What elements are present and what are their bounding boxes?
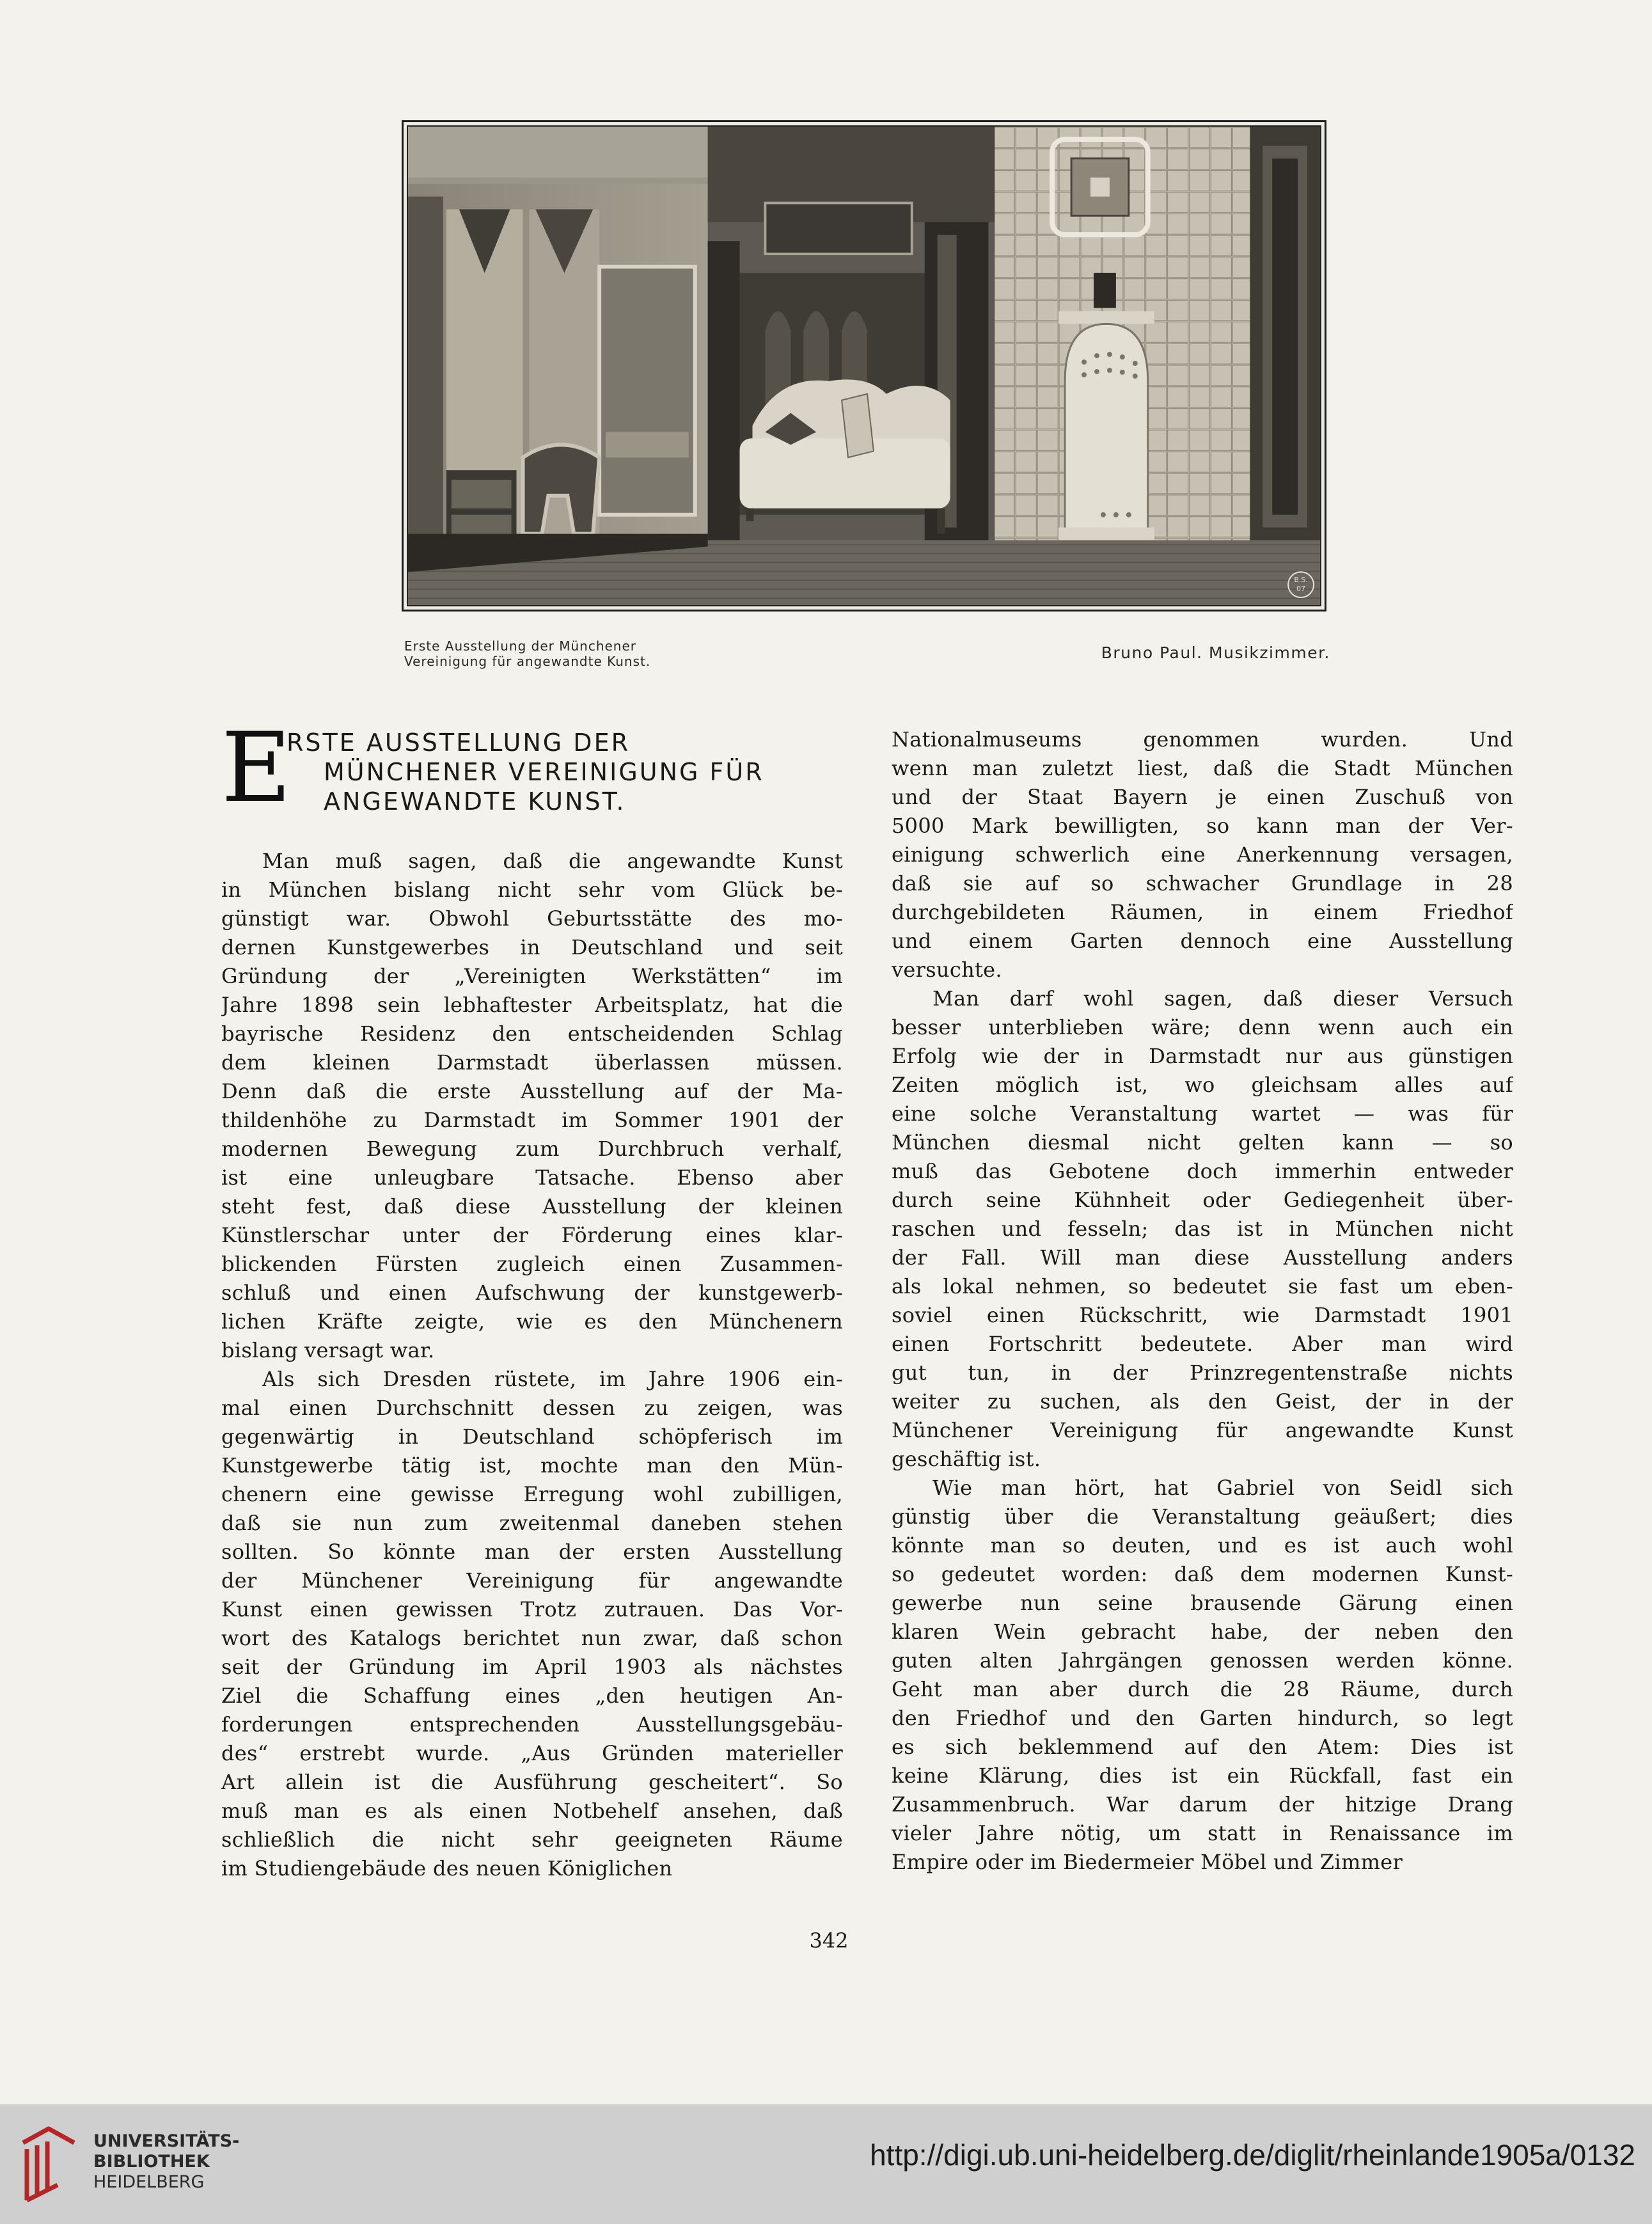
text-line: besser unterblieben wäre; denn wenn auch ein — [892, 1015, 1513, 1039]
music-room-illustration — [408, 127, 1320, 605]
text-line: dem kleinen Darmstadt überlassen müssen. — [221, 1050, 843, 1075]
text-line: den Friedhof und den Garten hindurch, so legt — [892, 1706, 1513, 1730]
caption-left-line1: Erste Ausstellung der Münchener — [404, 638, 637, 654]
text-line: eine solche Veranstaltung wartet — was für — [892, 1101, 1513, 1126]
text-line: der Münchener Vereinigung für angewandte — [221, 1568, 843, 1593]
text-line: durch seine Kühnheit oder Gediegenheit über- — [892, 1188, 1513, 1212]
text-line: bislang versagt war. — [221, 1338, 435, 1362]
interior-photograph — [407, 125, 1321, 606]
text-line: es sich beklemmend auf den Atem: Dies ist — [892, 1735, 1513, 1759]
text-line: Ziel die Schaffung eines „den heutigen An- — [221, 1684, 843, 1708]
caption-right: Bruno Paul. Musikzimmer. — [1101, 643, 1330, 662]
text-line: Man muß sagen, daß die angewandte Kunst — [262, 849, 843, 873]
text-line: keine Klärung, dies ist ein Rückfall, fast ein — [892, 1763, 1513, 1788]
text-line: Münchener Vereinigung für angewandte Kunst — [892, 1418, 1513, 1442]
text-line: gut tun, in der Prinzregentenstraße nichts — [892, 1360, 1513, 1385]
text-line: wort des Katalogs berichtet nun zwar, daß schon — [221, 1626, 843, 1650]
text-line: sollten. So könnte man der ersten Ausstellung — [221, 1540, 843, 1564]
text-line: chenern eine gewisse Erregung wohl zubilligen, — [221, 1482, 843, 1506]
photo-monogram-line2: 07 — [1296, 585, 1306, 594]
article-title-line3: ANGEWANDTE KUNST. — [324, 787, 626, 816]
library-logo-text — [93, 2131, 239, 2193]
text-line: guten alten Jahrgängen genossen werden könne. — [892, 1648, 1513, 1673]
text-line: daß sie nun zum zweitenmal daneben stehen — [221, 1511, 843, 1535]
text-line: und der Staat Bayern je einen Zuschuß von — [892, 785, 1513, 809]
text-line: gegenwärtig in Deutschland schöpferisch im — [221, 1424, 843, 1449]
text-line: blickenden Fürsten zugleich einen Zusammen- — [221, 1252, 843, 1276]
text-line: Man darf wohl sagen, daß dieser Versuch — [932, 986, 1513, 1011]
text-line: einen Fortschritt bedeutete. Aber man wird — [892, 1332, 1513, 1356]
text-line: gewerbe nun seine brausende Gärung einen — [892, 1591, 1513, 1615]
text-line: München diesmal nicht gelten kann — so — [892, 1130, 1513, 1155]
text-column-right — [892, 725, 1513, 1877]
text-line: soviel einen Rückschritt, wie Darmstadt 1901 — [892, 1303, 1513, 1327]
text-line: ist eine unleugbare Tatsache. Ebenso aber — [221, 1165, 843, 1190]
page-number: 342 — [809, 1928, 849, 1953]
text-line: muß das Gebotene doch immerhin entweder — [892, 1159, 1513, 1183]
photograph-frame — [402, 120, 1326, 611]
caption-left — [404, 638, 762, 669]
text-line: schluß und einen Aufschwung der kunstgewerb- — [221, 1281, 843, 1305]
text-line: durchgebildeten Räumen, in einem Friedhof — [892, 900, 1513, 924]
article-title-line2: MÜNCHENER VEREINIGUNG FÜR — [324, 758, 764, 786]
text-line: geschäftig ist. — [892, 1447, 1041, 1471]
text-line: dernen Kunstgewerbes in Deutschland und seit — [221, 935, 843, 959]
text-line: Erfolg wie der in Darmstadt nur aus günstigen — [892, 1044, 1513, 1068]
text-line: Empire oder im Biedermeier Möbel und Zimmer — [892, 1850, 1403, 1874]
drop-cap: E — [221, 713, 292, 824]
text-line: weiter zu suchen, als den Geist, der in der — [892, 1389, 1513, 1414]
text-line: Als sich Dresden rüstete, im Jahre 1906 ein- — [262, 1367, 843, 1391]
article-heading — [221, 713, 843, 847]
text-line: Zusammenbruch. War darum der hitzige Drang — [892, 1792, 1513, 1817]
text-line: forderungen entsprechenden Ausstellungsgebäu- — [221, 1712, 843, 1737]
text-line: der Fall. Will man diese Ausstellung anders — [892, 1245, 1513, 1270]
text-line: günstigt war. Obwohl Geburtsstätte des mo- — [221, 906, 843, 931]
text-line: steht fest, daß diese Ausstellung der kleinen — [221, 1194, 843, 1218]
text-line: schließlich die nicht sehr geeigneten Räume — [221, 1827, 843, 1852]
text-line: bayrische Residenz den entscheidenden Schlag — [221, 1021, 843, 1046]
library-logo-icon — [18, 2124, 78, 2205]
text-line: im Studiengebäude des neuen Königlichen — [221, 1856, 673, 1881]
photo-monogram-line1: B.S. — [1294, 576, 1308, 585]
text-line: Zeiten möglich ist, wo gleichsam alles auf — [892, 1073, 1513, 1097]
text-line: Wie man hört, hat Gabriel von Seidl sich — [932, 1476, 1513, 1500]
text-line: raschen und fesseln; das ist in München nicht — [892, 1217, 1513, 1241]
text-line: mal einen Durchschnitt dessen zu zeigen, was — [221, 1396, 843, 1420]
text-line: Jahre 1898 sein lebhaftester Arbeitsplatz, hat die — [221, 993, 843, 1017]
text-line: Nationalmuseums genommen wurden. Und — [892, 727, 1513, 752]
logo-line3: HEIDELBERG — [93, 2172, 205, 2192]
text-line: 5000 Mark bewilligten, so kann man der Ver- — [892, 814, 1513, 838]
text-line: Art allein ist die Ausführung gescheitert“. So — [221, 1770, 843, 1794]
left-column-body — [221, 847, 843, 1883]
text-line: modernen Bewegung zum Durchbruch verhalf, — [221, 1137, 843, 1161]
text-line: günstig über die Veranstaltung geäußert; dies — [892, 1504, 1513, 1529]
text-line: so gedeutet worden: daß dem modernen Kunst- — [892, 1562, 1513, 1586]
text-line: seit der Gründung im April 1903 als nächstes — [221, 1655, 843, 1679]
text-line: einigung schwerlich eine Anerkennung versagen, — [892, 842, 1513, 867]
right-column-body — [892, 725, 1513, 1877]
text-line: wenn man zuletzt liest, daß die Stadt München — [892, 756, 1513, 780]
source-url[interactable]: http://digi.ub.uni-heidelberg.de/diglit/rheinlande1905a/0132 — [870, 2138, 1635, 2172]
text-line: in München bislang nicht sehr vom Glück be- — [221, 878, 843, 902]
library-footer-bar — [0, 2104, 1652, 2224]
text-line: Denn daß die erste Ausstellung auf der Ma- — [221, 1079, 843, 1103]
text-line: Künstlerschar unter der Förderung eines klar- — [221, 1223, 843, 1247]
text-line: könnte man so deuten, und es ist auch wohl — [892, 1533, 1513, 1558]
logo-line1: UNIVERSITÄTS- — [93, 2131, 240, 2151]
text-column-left — [221, 713, 843, 1883]
caption-left-line2: Vereinigung für angewandte Kunst. — [404, 654, 651, 669]
text-line: muß man es als einen Notbehelf ansehen, daß — [221, 1799, 843, 1823]
text-line: klaren Wein gebracht habe, der neben den — [892, 1620, 1513, 1644]
text-line: und einem Garten dennoch eine Ausstellung — [892, 929, 1513, 953]
text-line: als lokal nehmen, so bedeutet sie fast um eben- — [892, 1274, 1513, 1298]
text-line: daß sie auf so schwacher Grundlage in 28 — [892, 871, 1513, 895]
text-line: Kunstgewerbe tätig ist, mochte man den Mün- — [221, 1453, 843, 1478]
article-title-line1: RSTE AUSSTELLUNG DER — [287, 729, 630, 757]
text-line: des“ erstrebt wurde. „Aus Gründen materieller — [221, 1741, 843, 1765]
text-line: thildenhöhe zu Darmstadt im Sommer 1901 der — [221, 1108, 843, 1132]
text-line: versuchte. — [892, 958, 1002, 982]
text-line: Geht man aber durch die 28 Räume, durch — [892, 1677, 1513, 1701]
article-title — [287, 728, 849, 816]
logo-line2: BIBLIOTHEK — [93, 2152, 210, 2172]
text-line: vieler Jahre nötig, um statt in Renaissance im — [892, 1821, 1513, 1845]
text-line: Kunst einen gewissen Trotz zutrauen. Das Vor- — [221, 1597, 843, 1621]
text-line: Gründung der „Vereinigten Werkstätten“ im — [221, 964, 843, 988]
text-line: lichen Kräfte zeigte, wie es den Münchenern — [221, 1309, 843, 1334]
